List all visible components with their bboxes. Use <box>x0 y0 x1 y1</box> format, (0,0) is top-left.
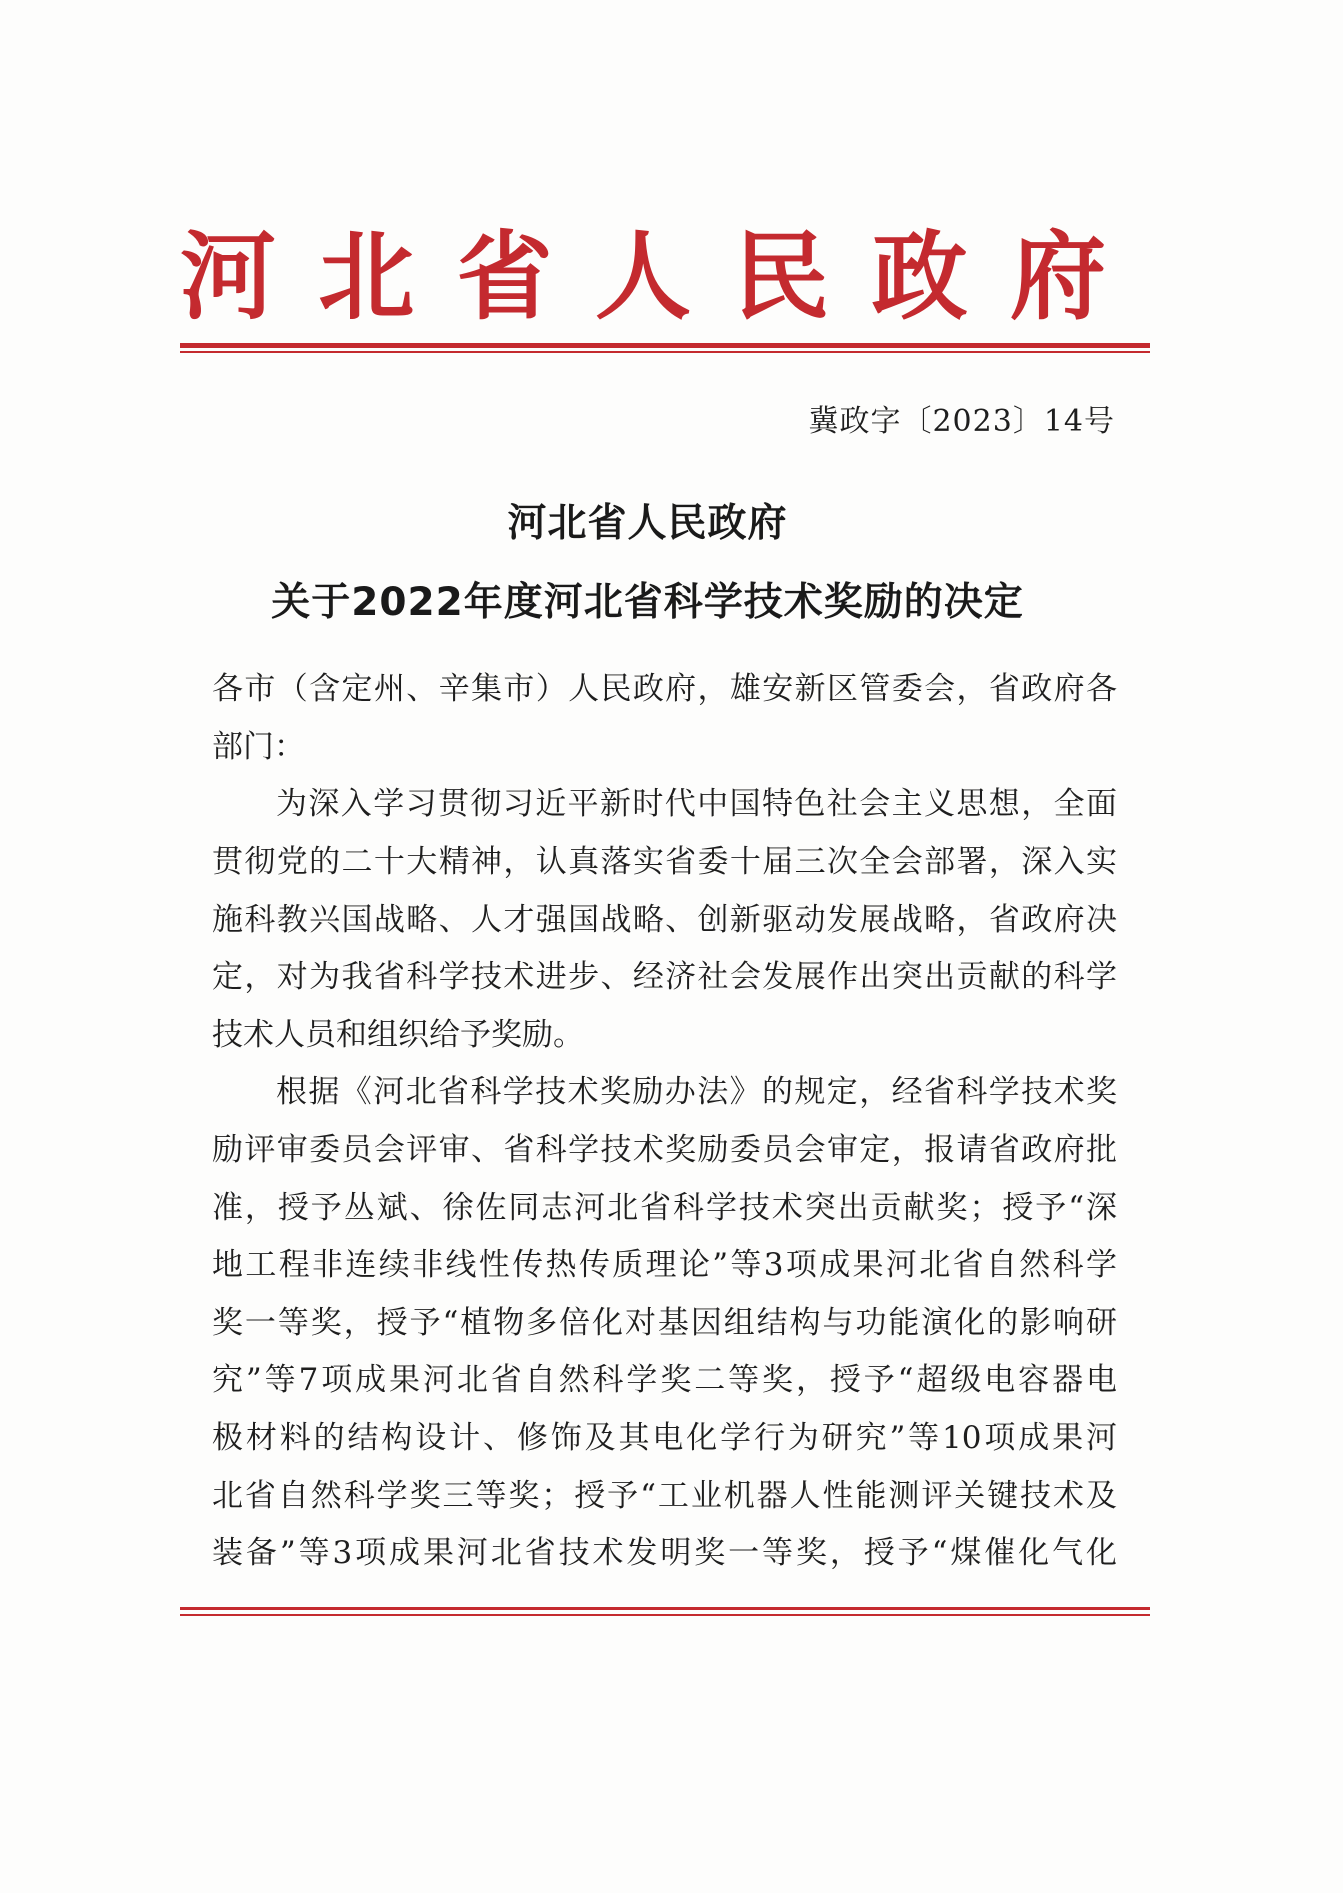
masthead-title: 河北省人民政府 <box>180 220 1110 333</box>
footer-rule-thick <box>180 1607 1150 1610</box>
body-line: 准，授予丛斌、徐佐同志河北省科学技术突出贡献奖；授予“深 <box>212 1190 1117 1226</box>
body-line: 究”等7项成果河北省自然科学奖二等奖，授予“超级电容器电 <box>212 1362 1117 1398</box>
masthead-rule-thick <box>180 343 1150 348</box>
body-line: 极材料的结构设计、修饰及其电化学行为研究”等10项成果河 <box>212 1420 1117 1456</box>
document-number: 冀政字〔2023〕14号 <box>808 404 1115 439</box>
body-line: 北省自然科学奖三等奖；授予“工业机器人性能测评关键技术及 <box>212 1478 1117 1514</box>
body-line: 励评审委员会评审、省科学技术奖励委员会审定，报请省政府批 <box>212 1132 1117 1168</box>
document-title-line-1: 河北省人民政府 <box>507 501 788 546</box>
body-line: 技术人员和组织给予奖励。 <box>212 1017 584 1053</box>
body-line: 部门： <box>212 729 305 765</box>
body-line: 根据《河北省科学技术奖励办法》的规定，经省科学技术奖 <box>276 1074 1117 1110</box>
body-line: 定，对为我省科学技术进步、经济社会发展作出突出贡献的科学 <box>212 959 1117 995</box>
masthead-rule-thin <box>180 351 1150 353</box>
body-line: 施科教兴国战略、人才强国战略、创新驱动发展战略，省政府决 <box>212 902 1117 938</box>
body-line: 各市（含定州、辛集市）人民政府，雄安新区管委会，省政府各 <box>212 671 1117 707</box>
footer-rule-thin <box>180 1614 1150 1616</box>
body-line: 装备”等3项成果河北省技术发明奖一等奖，授予“煤催化气化 <box>212 1535 1117 1571</box>
body-line: 为深入学习贯彻习近平新时代中国特色社会主义思想，全面 <box>276 786 1117 822</box>
body-line: 贯彻党的二十大精神，认真落实省委十届三次全会部署，深入实 <box>212 844 1117 880</box>
body-line: 奖一等奖，授予“植物多倍化对基因组结构与功能演化的影响研 <box>212 1305 1117 1341</box>
document-title-line-2: 关于2022年度河北省科学技术奖励的决定 <box>271 580 1024 625</box>
body-line: 地工程非连续非线性传热传质理论”等3项成果河北省自然科学 <box>212 1247 1117 1283</box>
